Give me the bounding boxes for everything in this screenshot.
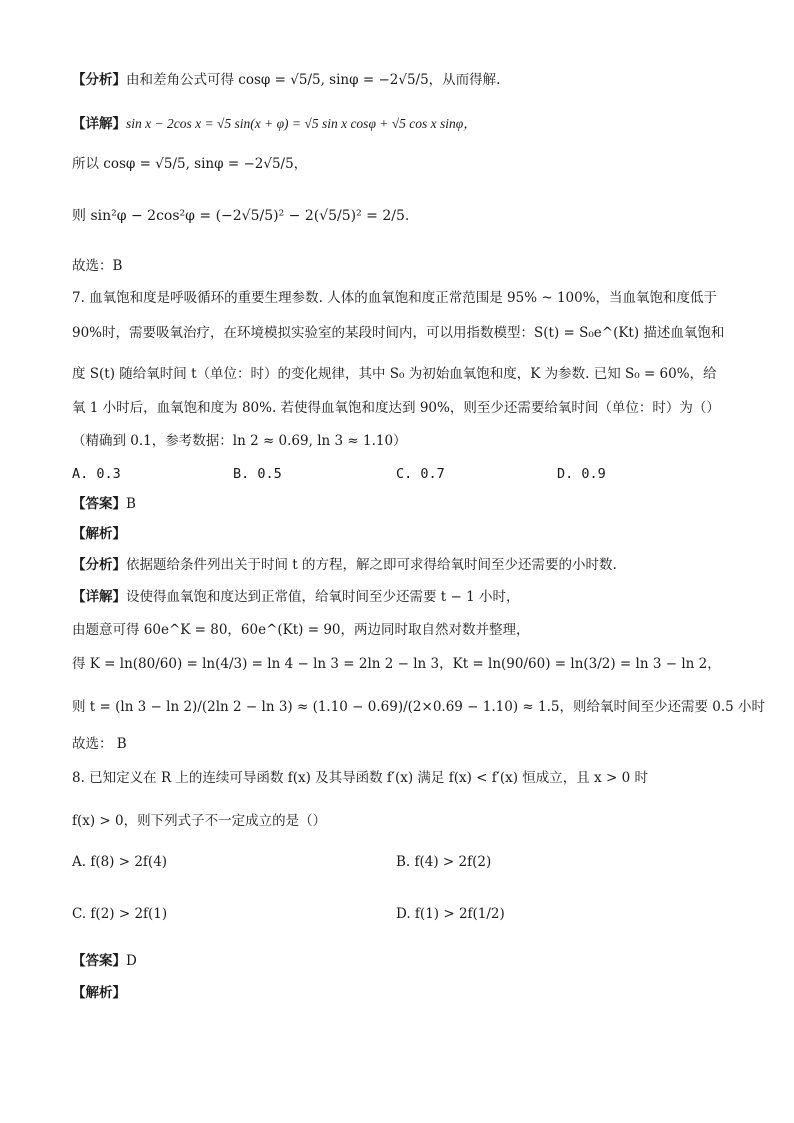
q8-option-c: C. f(2) > 2f(1) bbox=[72, 906, 168, 922]
analysis-text: 由和差角公式可得 cosφ = √5/5, sinφ = −2√5/5，从而得解. bbox=[126, 72, 501, 88]
q7-option-a: A. 0.3 bbox=[72, 466, 121, 482]
choice-6: 故选：B bbox=[72, 258, 123, 274]
detail-7-line4: 则 t = (ln 3 − ln 2)/(2ln 2 − ln 3) ≈ (1.10 − 0.69)/(2×0.69 − 1.10) ≈ 1.5，则给氧时间至少还需要 0.5 小时 bbox=[72, 699, 766, 715]
detail-6-line1 bbox=[72, 114, 477, 134]
q7-line1: 7. 血氧饱和度是呼吸循环的重要生理参数. 人体的血氧饱和度正常范围是 95% ~ 100%，当血氧饱和度低于 bbox=[72, 290, 718, 306]
jiexi-7: 【解析】 bbox=[72, 526, 126, 542]
q8-option-b: B. f(4) > 2f(2) bbox=[396, 854, 492, 870]
answer-value: B bbox=[126, 496, 136, 512]
answer-value: D bbox=[126, 953, 137, 969]
answer-tag: 【答案】 bbox=[72, 496, 126, 512]
analysis-6 bbox=[72, 70, 500, 90]
q8-line2: f(x) > 0，则下列式子不一定成立的是（） bbox=[72, 813, 327, 829]
q7-option-d: D. 0.9 bbox=[557, 466, 606, 482]
detail-tag: 【详解】 bbox=[72, 589, 126, 605]
detail-6-line3: 则 sin²φ − 2cos²φ = (−2√5/5)² − 2(√5/5)² = 2/5. bbox=[72, 208, 410, 224]
detail-tag: 【详解】 bbox=[72, 116, 126, 132]
analysis-tag: 【分析】 bbox=[72, 557, 126, 573]
answer-7 bbox=[72, 494, 136, 514]
detail-7-line1 bbox=[72, 587, 520, 607]
detail-text: 设使得血氧饱和度达到正常值，给氧时间至少还需要 t − 1 小时， bbox=[126, 589, 520, 605]
q7-line2: 90%时，需要吸氧治疗，在环境模拟实验室的某段时间内，可以用指数模型：S(t) = S₀e^(Kt) 描述血氧饱和 bbox=[72, 325, 725, 341]
q8-option-d: D. f(1) > 2f(1/2) bbox=[396, 906, 505, 922]
answer-8 bbox=[72, 951, 137, 971]
detail-equation: sin x − 2cos x = √5 sin(x + φ) = √5 sin x cosφ + √5 cos x sinφ， bbox=[126, 116, 477, 131]
analysis-tag: 【分析】 bbox=[72, 72, 126, 88]
detail-7-line3: 得 K = ln(80/60) = ln(4/3) = ln 4 − ln 3 = 2ln 2 − ln 3，Kt = ln(90/60) = ln(3/2) = ln 3 − ln 2， bbox=[72, 656, 721, 672]
q7-option-c: C. 0.7 bbox=[396, 466, 445, 482]
analysis-7 bbox=[72, 555, 617, 575]
q7-option-b: B. 0.5 bbox=[233, 466, 282, 482]
analysis-text: 依据题给条件列出关于时间 t 的方程，解之即可求得给氧时间至少还需要的小时数. bbox=[126, 557, 617, 573]
detail-7-line2: 由题意可得 60e^K = 80，60e^(Kt) = 90，两边同时取自然对数并整理， bbox=[72, 622, 530, 638]
q7-line3: 度 S(t) 随给氧时间 t（单位：时）的变化规律，其中 S₀ 为初始血氧饱和度，K 为参数. 已知 S₀ = 60%，给 bbox=[72, 366, 717, 382]
q7-line5: （精确到 0.1，参考数据：ln 2 ≈ 0.69, ln 3 ≈ 1.10） bbox=[72, 433, 407, 449]
q8-line1: 8. 已知定义在 R 上的连续可导函数 f(x) 及其导函数 f′(x) 满足 f(x) < f′(x) 恒成立，且 x > 0 时 bbox=[72, 770, 648, 786]
q8-option-a: A. f(8) > 2f(4) bbox=[72, 854, 168, 870]
choice-7: 故选： B bbox=[72, 736, 127, 752]
q7-line4: 氧 1 小时后，血氧饱和度为 80%. 若使得血氧饱和度达到 90%，则至少还需要给氧时间（单位：时）为（） bbox=[72, 400, 720, 416]
jiexi-8: 【解析】 bbox=[72, 985, 126, 1001]
detail-6-line2: 所以 cosφ = √5/5, sinφ = −2√5/5， bbox=[72, 156, 308, 172]
answer-tag: 【答案】 bbox=[72, 953, 126, 969]
